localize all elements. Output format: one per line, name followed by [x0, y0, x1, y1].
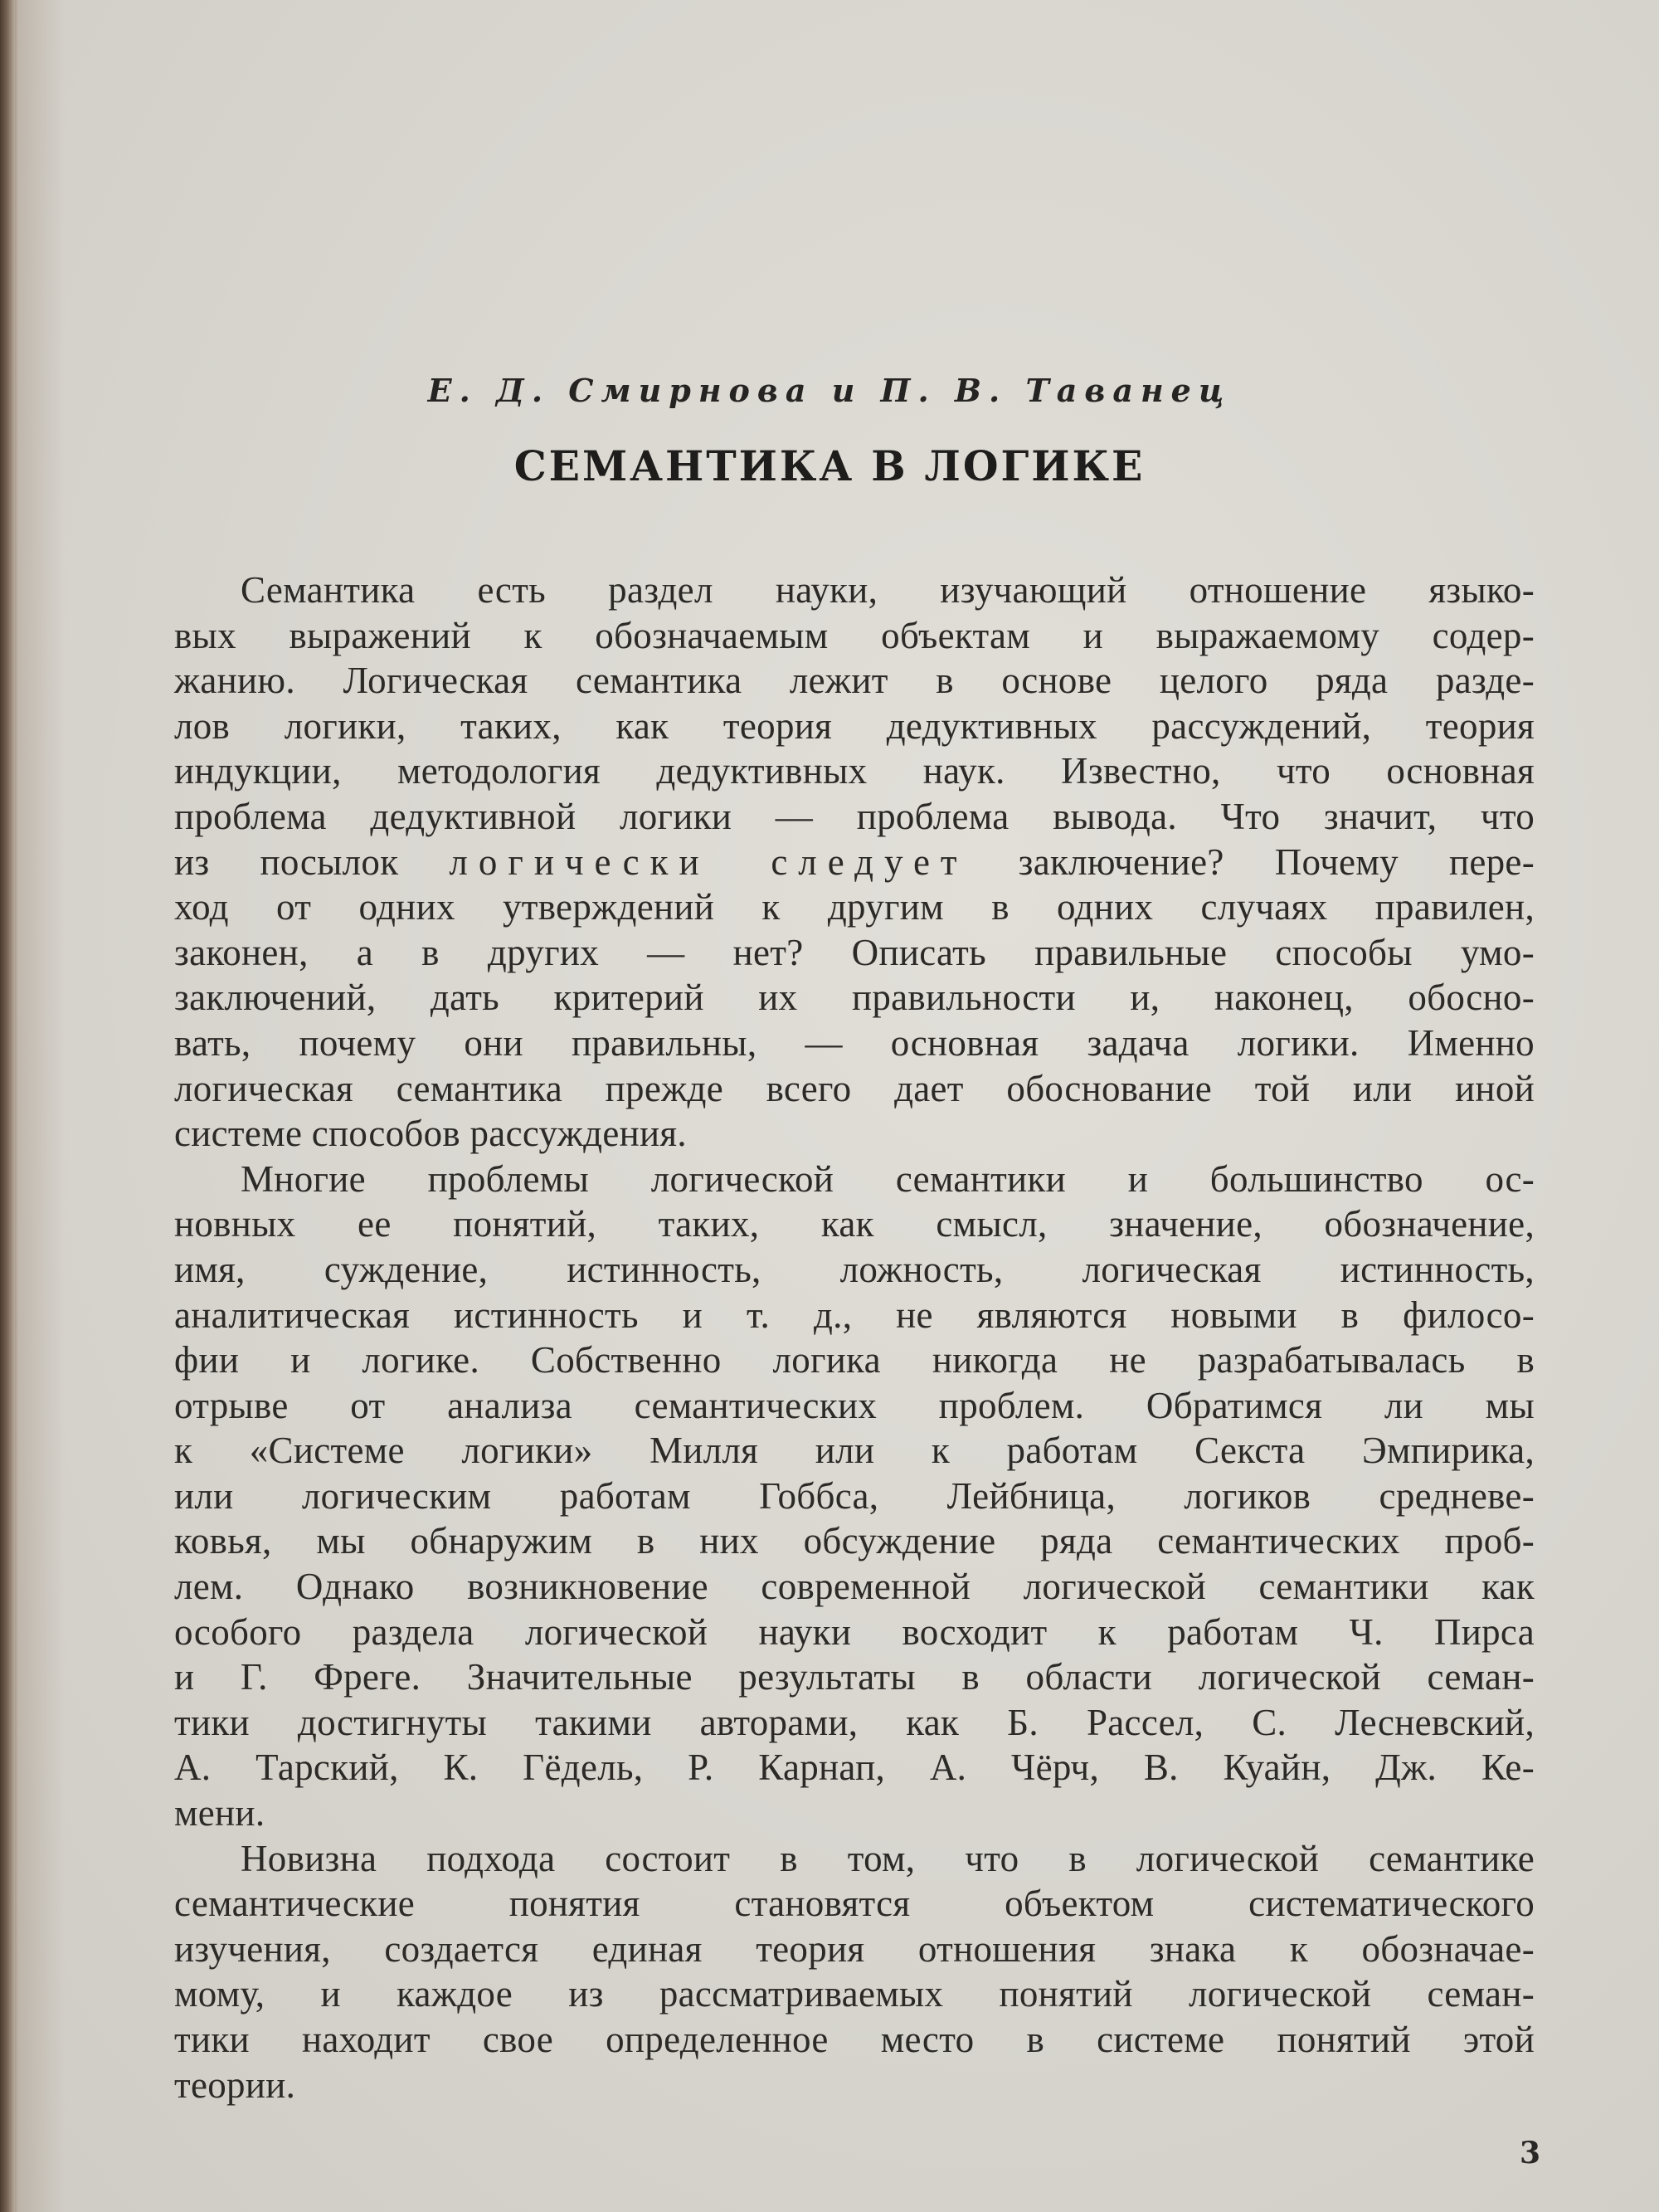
paragraph-3-line: мому, и каждое из рассматриваемых понятий логической семан-	[174, 1973, 1535, 2015]
paragraph-2-line: отрыве от анализа семантических проблем. Обратимся ли мы	[174, 1384, 1535, 1426]
paragraph-2-line: новных ее понятий, таких, как смысл, значение, обозначение,	[174, 1203, 1535, 1245]
paragraph-3-line: изучения, создается единая теория отношения знака к обозначае-	[174, 1927, 1535, 1970]
paragraph-2-line: или логическим работам Гоббса, Лейбница, логиков средневе-	[174, 1474, 1535, 1517]
paragraph-2-line: лем. Однако возникновение современной логической семантики как	[174, 1566, 1535, 1608]
spaced-emphasis: логически следует	[449, 840, 968, 883]
paragraph-1-line: проблема дедуктивной логики — проблема вывода. Что значит, что	[174, 795, 1535, 837]
paragraph-3-line: семантические понятия становятся объектом систематического	[174, 1883, 1535, 1925]
paragraph-1-line: лов логики, таких, как теория дедуктивных рассуждений, теория	[174, 704, 1535, 747]
authors-line: Е. Д. Смирнова и П. В. Таванец	[427, 372, 1232, 409]
paragraph-1-line: индукции, методология дедуктивных наук. Известно, что основная	[174, 750, 1535, 792]
article-title: СЕМАНТИКА В ЛОГИКЕ	[513, 441, 1146, 490]
paragraph-2-line: аналитическая истинность и т. д., не являются новыми в филосо-	[174, 1294, 1535, 1336]
paragraph-1-line: законен, а в других — нет? Описать правильные способы умо-	[174, 931, 1535, 973]
page-spine-shadow	[15, 0, 65, 2212]
paragraph-2-line: особого раздела логической науки восходит к работам Ч. Пирса	[174, 1610, 1535, 1653]
paragraph-1-line: ход от одних утверждений к другим в одних случаях правилен,	[174, 886, 1535, 928]
paragraph-2-line: и Г. Фреге. Значительные результаты в области логической семан-	[174, 1656, 1535, 1698]
paragraph-3-line: Новизна подхода состоит в том, что в логической семантике	[241, 1837, 1535, 1879]
paragraph-2-line: Многие проблемы логической семантики и большинство ос-	[241, 1157, 1535, 1200]
paragraph-2-line: А. Тарский, К. Гёдель, Р. Карнап, А. Чёрч, В. Куайн, Дж. Ке-	[174, 1747, 1535, 1789]
paragraph-2-line: фии и логике. Собственно логика никогда не разрабатывалась в	[174, 1339, 1535, 1381]
paragraph-3-line: тики находит свое определенное место в системе понятий этой	[174, 2019, 1535, 2060]
paragraph-1-line: вых выражений к обозначаемым объектам и выражаемому содер-	[174, 614, 1535, 656]
paragraph-2-line: к «Системе логики» Милля или к работам Секста Эмпирика,	[174, 1430, 1535, 1472]
paragraph-2-line: тики достигнуты такими авторами, как Б. Рассел, С. Лесневский,	[174, 1701, 1535, 1743]
paragraph-3-line: теории.	[174, 2063, 296, 2106]
paragraph-2-line: ковья, мы обнаружим в них обсуждение ряда семантических проб-	[174, 1520, 1535, 1562]
paragraph-1-line: из посылок логически следует заключение? Почему пере-	[174, 840, 1535, 883]
paragraph-1-line: вать, почему они правильны, — основная задача логики. Именно	[174, 1021, 1535, 1064]
paragraph-1-line: жанию. Логическая семантика лежит в основе целого ряда разде-	[174, 660, 1535, 702]
paragraph-1-line: логическая семантика прежде всего дает обоснование той или иной	[174, 1067, 1535, 1109]
paragraph-1-line: заключений, дать критерий их правильности и, наконец, обосно-	[174, 977, 1535, 1019]
paragraph-1-line: Семантика есть раздел науки, изучающий отношение языко-	[241, 569, 1535, 611]
page-number: 3	[1520, 2136, 1541, 2171]
paragraph-1-line: системе способов рассуждения.	[174, 1113, 687, 1155]
paragraph-2-line: мени.	[174, 1792, 265, 1834]
article-body	[174, 568, 1535, 2107]
paragraph-2-line: имя, суждение, истинность, ложность, логическая истинность,	[174, 1248, 1535, 1290]
